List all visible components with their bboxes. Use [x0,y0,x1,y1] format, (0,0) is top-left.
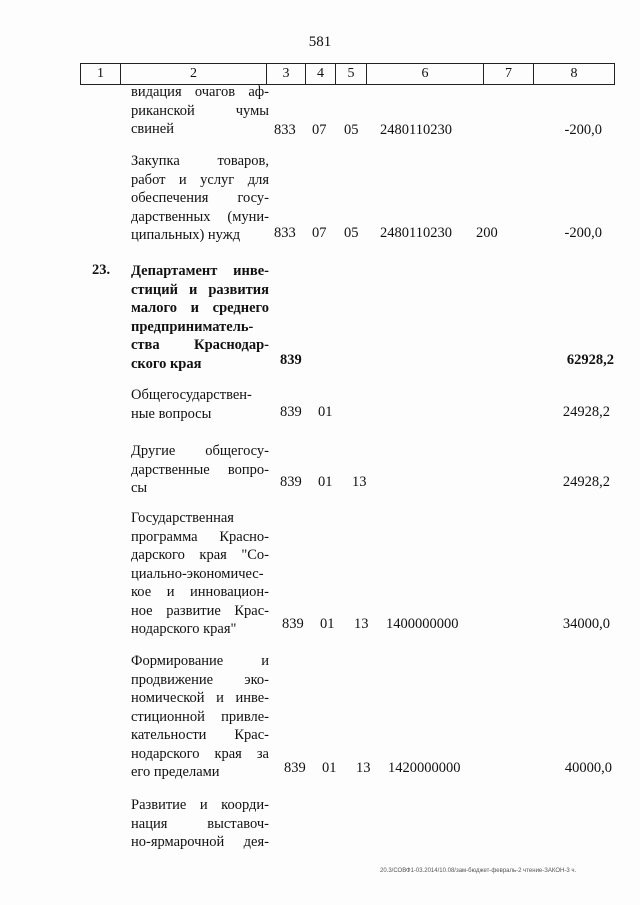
row-name [131,152,269,245]
cell-target: 1400000000 [386,616,459,632]
cell-amount: 24928,2 [562,474,610,490]
cell-target: 1420000000 [388,760,461,776]
header-col-7: 7 [484,64,534,84]
name-line: номической и инве- [131,690,269,706]
header-col-4: 4 [306,64,336,84]
cell-section: 07 [312,122,327,138]
header-col-1: 1 [81,64,121,84]
cell-ministry: 839 [284,760,306,776]
name-line: нодарского края" [131,621,237,637]
row-name [131,386,269,423]
name-line: ные вопросы [131,405,212,422]
name-line: кое и инновацион- [131,584,269,600]
cell-ministry: 833 [274,122,296,138]
name-line: продвижение эко- [131,671,269,688]
name-line: Общегосударствен- [131,387,252,403]
row-name [131,509,269,639]
cell-ministry: 839 [280,474,302,490]
header-col-3: 3 [267,64,306,84]
name-line: Закупка товаров, [131,153,269,169]
cell-amount: 34000,0 [562,616,610,632]
name-line: но-ярмарочной дея- [131,834,269,850]
cell-amount: -200,0 [564,122,602,138]
name-line: ства Краснодар- [131,337,269,353]
name-line: видация очагов аф- [131,84,269,100]
name-line: свиней [131,121,174,137]
name-line: Департамент инве- [131,263,269,279]
name-line: дарского края "Со- [131,547,269,563]
table-header [80,63,615,85]
name-line: обеспечения госу- [131,190,269,206]
name-line: риканской чумы [131,102,269,119]
name-line: нодарского края за [131,745,269,762]
cell-section: 01 [320,616,335,632]
name-line: кательности Крас- [131,727,269,743]
name-line: циально-экономичес- [131,565,264,582]
name-line: ное развитие Крас- [131,602,269,619]
row-name [131,796,269,852]
document-footer-code: 20.3/СОВФ1-03.2014/10.08/зам-бюджет-февраль-2 чтение-ЗАКОН-3 ч. [380,868,577,874]
page-number: 581 [308,34,332,50]
name-line: программа Красно- [131,528,269,545]
cell-subsection: 13 [354,616,369,632]
cell-subsection: 05 [344,225,359,241]
cell-section: 01 [322,760,337,776]
cell-section: 01 [318,474,333,490]
header-col-6: 6 [367,64,484,84]
name-line: стиционной привле- [131,708,269,725]
name-line: предприниматель- [131,318,254,335]
name-line: ципальных) нужд [131,227,241,243]
row-name [131,83,269,139]
name-line: сы [131,480,148,496]
header-col-8: 8 [534,64,615,84]
cell-amount: 62928,2 [566,352,614,368]
name-line: дарственных (муни- [131,208,269,225]
cell-amount: 40000,0 [564,760,612,776]
name-line: Другие общегосу- [131,443,269,459]
name-line: нация выставоч- [131,815,269,832]
cell-target: 2480110230 [380,122,452,138]
name-line: работ и услуг для [131,171,269,188]
cell-target: 2480110230 [380,225,452,241]
cell-amount: -200,0 [564,225,602,241]
cell-section: 07 [312,225,327,241]
cell-subsection: 05 [344,122,359,138]
name-line: дарственные вопро- [131,461,269,478]
name-line: ского края [131,355,202,372]
cell-ministry: 833 [274,225,296,241]
header-col-2: 2 [121,64,267,84]
row-name [131,442,269,498]
cell-ministry: 839 [282,616,304,632]
cell-section: 01 [318,404,333,420]
cell-subsection: 13 [356,760,371,776]
row-name [131,262,269,373]
cell-amount: 24928,2 [562,404,610,420]
name-line: стиций и развития [131,281,269,298]
cell-ministry: 839 [280,352,302,368]
name-line: Формирование и [131,653,269,669]
name-line: его пределами [131,764,220,780]
cell-ministry: 839 [280,404,302,420]
row-name [131,652,269,782]
header-col-5: 5 [336,64,367,84]
cell-expense-type: 200 [476,225,498,241]
row-index: 23. [92,262,111,278]
name-line: Государственная [131,510,234,526]
name-line: малого и среднего [131,300,269,316]
name-line: Развитие и коорди- [131,797,269,813]
cell-subsection: 13 [352,474,367,490]
